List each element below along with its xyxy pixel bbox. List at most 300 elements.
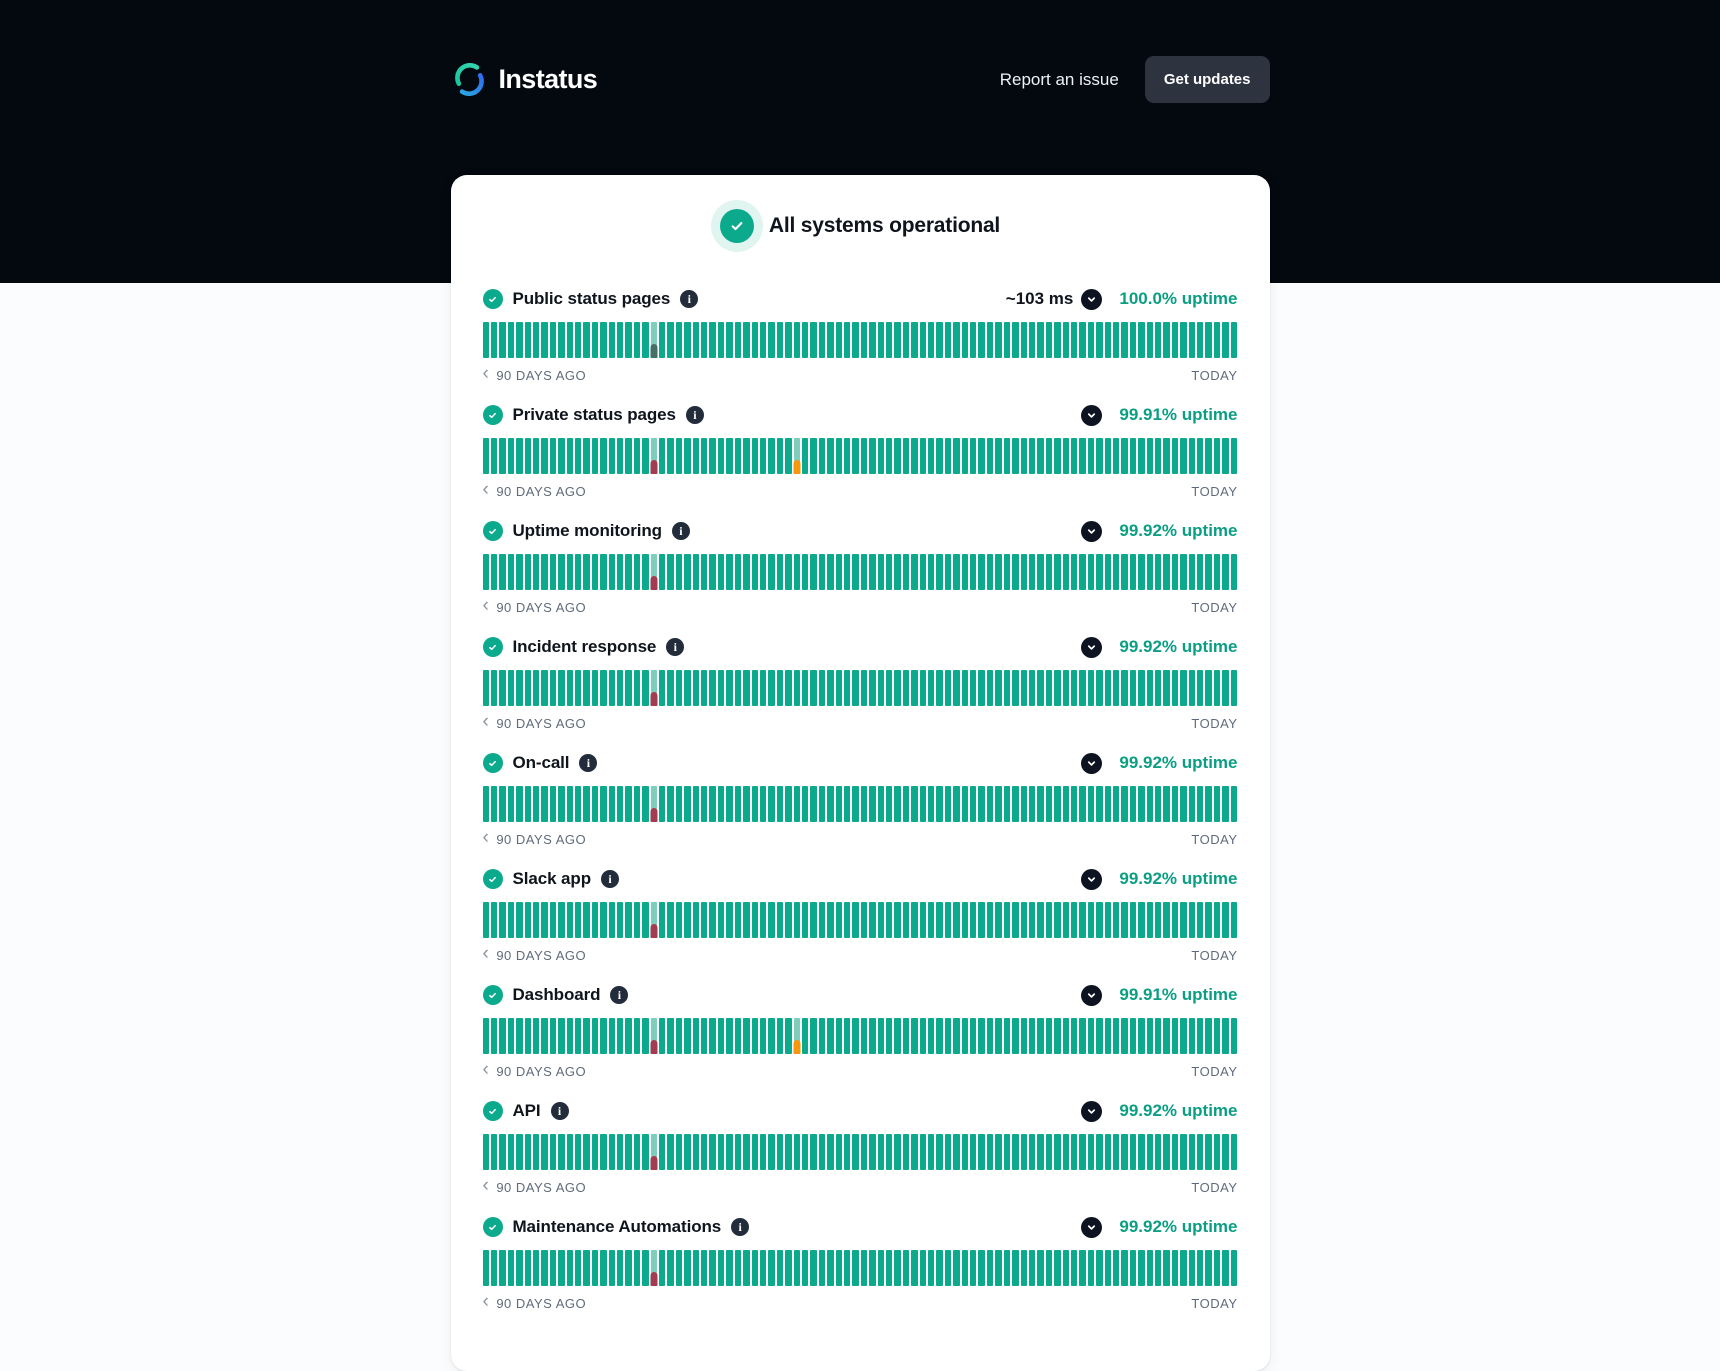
- uptime-bar[interactable]: [844, 670, 850, 706]
- uptime-bar[interactable]: [878, 1250, 884, 1286]
- uptime-bar[interactable]: [920, 322, 926, 358]
- uptime-bar[interactable]: [634, 902, 640, 938]
- uptime-bar[interactable]: [760, 1018, 766, 1054]
- uptime-bar[interactable]: [567, 786, 573, 822]
- uptime-bar[interactable]: [718, 786, 724, 822]
- uptime-bar[interactable]: [802, 670, 808, 706]
- uptime-bar[interactable]: [1214, 554, 1220, 590]
- uptime-bar[interactable]: [836, 670, 842, 706]
- uptime-bar[interactable]: [962, 1018, 968, 1054]
- uptime-bar[interactable]: [827, 1134, 833, 1170]
- uptime-bar[interactable]: [592, 1250, 598, 1286]
- uptime-bar[interactable]: [600, 322, 606, 358]
- uptime-bar[interactable]: [1088, 1018, 1094, 1054]
- uptime-bar[interactable]: [886, 322, 892, 358]
- uptime-bar[interactable]: [743, 1250, 749, 1286]
- uptime-bar[interactable]: [970, 322, 976, 358]
- uptime-bar[interactable]: [625, 554, 631, 590]
- uptime-bar[interactable]: [869, 670, 875, 706]
- uptime-bar[interactable]: [508, 1250, 514, 1286]
- uptime-bar[interactable]: [794, 1018, 800, 1054]
- uptime-bar[interactable]: [1231, 902, 1237, 938]
- uptime-bar[interactable]: [777, 438, 783, 474]
- uptime-bar[interactable]: [1037, 902, 1043, 938]
- uptime-bar[interactable]: [936, 322, 942, 358]
- uptime-bar[interactable]: [760, 1134, 766, 1170]
- response-time-group[interactable]: [1073, 637, 1102, 658]
- uptime-bar[interactable]: [995, 322, 1001, 358]
- uptime-bar[interactable]: [550, 554, 556, 590]
- uptime-bar[interactable]: [852, 1018, 858, 1054]
- uptime-bar[interactable]: [1155, 1250, 1161, 1286]
- uptime-bar[interactable]: [1113, 554, 1119, 590]
- uptime-bar[interactable]: [735, 554, 741, 590]
- uptime-bar[interactable]: [575, 554, 581, 590]
- uptime-bar[interactable]: [1138, 902, 1144, 938]
- uptime-bar[interactable]: [1063, 670, 1069, 706]
- uptime-bar[interactable]: [1004, 1018, 1010, 1054]
- uptime-bar[interactable]: [508, 322, 514, 358]
- uptime-bar[interactable]: [659, 1018, 665, 1054]
- uptime-bar[interactable]: [1105, 786, 1111, 822]
- uptime-bar[interactable]: [802, 1018, 808, 1054]
- uptime-bar[interactable]: [1004, 670, 1010, 706]
- uptime-bar[interactable]: [1063, 1250, 1069, 1286]
- uptime-bar[interactable]: [869, 1250, 875, 1286]
- uptime-bar[interactable]: [743, 786, 749, 822]
- uptime-bar[interactable]: [794, 322, 800, 358]
- uptime-bar[interactable]: [625, 1250, 631, 1286]
- uptime-bar[interactable]: [651, 438, 657, 474]
- uptime-bar[interactable]: [1222, 1018, 1228, 1054]
- uptime-bar[interactable]: [1130, 670, 1136, 706]
- uptime-bar[interactable]: [1004, 554, 1010, 590]
- uptime-bar[interactable]: [1147, 1018, 1153, 1054]
- uptime-bar[interactable]: [878, 1018, 884, 1054]
- uptime-bar[interactable]: [651, 1134, 657, 1170]
- uptime-bar[interactable]: [1231, 1018, 1237, 1054]
- uptime-bar[interactable]: [516, 902, 522, 938]
- uptime-bar[interactable]: [1096, 902, 1102, 938]
- uptime-bar[interactable]: [1138, 554, 1144, 590]
- uptime-bar[interactable]: [1113, 1018, 1119, 1054]
- uptime-bar[interactable]: [726, 1134, 732, 1170]
- uptime-bar[interactable]: [1012, 902, 1018, 938]
- uptime-bar[interactable]: [600, 438, 606, 474]
- uptime-bar[interactable]: [1071, 1018, 1077, 1054]
- uptime-bar[interactable]: [1021, 670, 1027, 706]
- uptime-bar[interactable]: [1071, 670, 1077, 706]
- uptime-bar[interactable]: [920, 438, 926, 474]
- uptime-bar[interactable]: [726, 786, 732, 822]
- uptime-bar[interactable]: [1105, 1250, 1111, 1286]
- uptime-bar[interactable]: [869, 1018, 875, 1054]
- uptime-bar[interactable]: [920, 1134, 926, 1170]
- uptime-bar[interactable]: [491, 1134, 497, 1170]
- uptime-bar[interactable]: [1071, 1134, 1077, 1170]
- uptime-bar[interactable]: [1205, 902, 1211, 938]
- uptime-bar[interactable]: [735, 670, 741, 706]
- uptime-bar[interactable]: [659, 1250, 665, 1286]
- uptime-bar[interactable]: [810, 438, 816, 474]
- uptime-bar[interactable]: [1180, 786, 1186, 822]
- uptime-bar[interactable]: [995, 902, 1001, 938]
- uptime-bar[interactable]: [794, 902, 800, 938]
- uptime-bar[interactable]: [978, 670, 984, 706]
- uptime-bar[interactable]: [541, 1134, 547, 1170]
- uptime-bar[interactable]: [592, 322, 598, 358]
- uptime-bar[interactable]: [735, 1134, 741, 1170]
- uptime-bar[interactable]: [575, 786, 581, 822]
- chevron-left-icon[interactable]: ‹: [482, 1175, 490, 1196]
- uptime-bar[interactable]: [1063, 554, 1069, 590]
- uptime-bar[interactable]: [1231, 322, 1237, 358]
- uptime-bar[interactable]: [861, 438, 867, 474]
- uptime-bar[interactable]: [709, 1134, 715, 1170]
- uptime-bar[interactable]: [1037, 1134, 1043, 1170]
- uptime-bar[interactable]: [1004, 1250, 1010, 1286]
- uptime-bar[interactable]: [726, 554, 732, 590]
- uptime-bar[interactable]: [701, 1134, 707, 1170]
- uptime-bar[interactable]: [1046, 902, 1052, 938]
- uptime-bar[interactable]: [836, 1134, 842, 1170]
- uptime-bar[interactable]: [1012, 438, 1018, 474]
- uptime-bar[interactable]: [1046, 1134, 1052, 1170]
- uptime-bar[interactable]: [1046, 1250, 1052, 1286]
- uptime-bar[interactable]: [852, 902, 858, 938]
- uptime-bar[interactable]: [1189, 1134, 1195, 1170]
- uptime-bar[interactable]: [777, 1134, 783, 1170]
- uptime-bar[interactable]: [1105, 670, 1111, 706]
- uptime-bar[interactable]: [684, 1018, 690, 1054]
- uptime-bar[interactable]: [1071, 902, 1077, 938]
- uptime-bar[interactable]: [693, 902, 699, 938]
- uptime-bar[interactable]: [1197, 670, 1203, 706]
- uptime-bar[interactable]: [844, 554, 850, 590]
- uptime-bar[interactable]: [1197, 1250, 1203, 1286]
- uptime-bar[interactable]: [684, 438, 690, 474]
- uptime-bar[interactable]: [794, 786, 800, 822]
- uptime-bar[interactable]: [525, 902, 531, 938]
- uptime-bar[interactable]: [819, 554, 825, 590]
- uptime-bar[interactable]: [911, 1018, 917, 1054]
- chevron-left-icon[interactable]: ‹: [482, 479, 490, 500]
- uptime-bar[interactable]: [861, 1250, 867, 1286]
- uptime-bar[interactable]: [1029, 902, 1035, 938]
- uptime-bar[interactable]: [869, 554, 875, 590]
- uptime-bar[interactable]: [836, 786, 842, 822]
- uptime-bar[interactable]: [1121, 1250, 1127, 1286]
- uptime-bar[interactable]: [499, 902, 505, 938]
- uptime-bar[interactable]: [1155, 322, 1161, 358]
- uptime-bar[interactable]: [1046, 1018, 1052, 1054]
- uptime-bar[interactable]: [752, 902, 758, 938]
- chevron-down-icon[interactable]: [1081, 521, 1102, 542]
- uptime-bar[interactable]: [1121, 554, 1127, 590]
- uptime-bar[interactable]: [1147, 438, 1153, 474]
- uptime-bar[interactable]: [743, 1134, 749, 1170]
- uptime-bar[interactable]: [1130, 554, 1136, 590]
- info-icon[interactable]: i: [686, 406, 704, 424]
- uptime-bar[interactable]: [642, 902, 648, 938]
- uptime-bar[interactable]: [1121, 322, 1127, 358]
- uptime-bar[interactable]: [726, 670, 732, 706]
- uptime-bar[interactable]: [1172, 786, 1178, 822]
- chevron-left-icon[interactable]: ‹: [482, 1291, 490, 1312]
- uptime-bar[interactable]: [617, 902, 623, 938]
- uptime-bar[interactable]: [726, 1250, 732, 1286]
- uptime-bar[interactable]: [1130, 1134, 1136, 1170]
- uptime-bar[interactable]: [1012, 554, 1018, 590]
- uptime-bar[interactable]: [1029, 670, 1035, 706]
- uptime-bar[interactable]: [651, 902, 657, 938]
- uptime-bar[interactable]: [1096, 670, 1102, 706]
- uptime-bar[interactable]: [1180, 438, 1186, 474]
- uptime-bar[interactable]: [777, 1018, 783, 1054]
- uptime-bar[interactable]: [810, 322, 816, 358]
- uptime-bar[interactable]: [575, 1134, 581, 1170]
- uptime-bar[interactable]: [1021, 322, 1027, 358]
- uptime-bar[interactable]: [642, 670, 648, 706]
- uptime-bar[interactable]: [499, 1134, 505, 1170]
- uptime-bar[interactable]: [827, 786, 833, 822]
- uptime-bar[interactable]: [483, 902, 489, 938]
- uptime-bar[interactable]: [777, 902, 783, 938]
- uptime-bar[interactable]: [575, 670, 581, 706]
- uptime-bar[interactable]: [1172, 1134, 1178, 1170]
- uptime-bar[interactable]: [869, 902, 875, 938]
- uptime-bar[interactable]: [894, 1134, 900, 1170]
- uptime-bar[interactable]: [1163, 554, 1169, 590]
- uptime-bar[interactable]: [962, 670, 968, 706]
- uptime-bar[interactable]: [1197, 322, 1203, 358]
- uptime-bar[interactable]: [1113, 1250, 1119, 1286]
- uptime-bar[interactable]: [1205, 1134, 1211, 1170]
- uptime-bar[interactable]: [634, 1018, 640, 1054]
- uptime-bar[interactable]: [1172, 670, 1178, 706]
- uptime-bar[interactable]: [894, 322, 900, 358]
- response-time-group[interactable]: [1073, 405, 1102, 426]
- uptime-bar[interactable]: [1029, 1018, 1035, 1054]
- uptime-bar[interactable]: [827, 438, 833, 474]
- uptime-bar[interactable]: [903, 322, 909, 358]
- uptime-bar[interactable]: [936, 1250, 942, 1286]
- uptime-bar[interactable]: [667, 1018, 673, 1054]
- uptime-bar[interactable]: [667, 1250, 673, 1286]
- uptime-bar[interactable]: [609, 1018, 615, 1054]
- uptime-bar[interactable]: [525, 322, 531, 358]
- uptime-bar[interactable]: [995, 1134, 1001, 1170]
- uptime-bar[interactable]: [1222, 670, 1228, 706]
- uptime-bar[interactable]: [709, 1018, 715, 1054]
- uptime-bar[interactable]: [718, 1018, 724, 1054]
- uptime-bar[interactable]: [953, 1250, 959, 1286]
- uptime-bar[interactable]: [768, 322, 774, 358]
- uptime-bar[interactable]: [1079, 670, 1085, 706]
- uptime-bar[interactable]: [625, 902, 631, 938]
- uptime-bar[interactable]: [533, 1018, 539, 1054]
- uptime-bar[interactable]: [945, 1134, 951, 1170]
- uptime-bar[interactable]: [970, 438, 976, 474]
- uptime-bar[interactable]: [819, 1250, 825, 1286]
- uptime-bar[interactable]: [978, 1018, 984, 1054]
- uptime-bar[interactable]: [928, 786, 934, 822]
- uptime-bar[interactable]: [1063, 1134, 1069, 1170]
- uptime-bar[interactable]: [794, 1250, 800, 1286]
- uptime-bar[interactable]: [1079, 438, 1085, 474]
- uptime-bar[interactable]: [575, 1250, 581, 1286]
- uptime-bar[interactable]: [1172, 554, 1178, 590]
- uptime-bar[interactable]: [1163, 1134, 1169, 1170]
- uptime-bar[interactable]: [844, 1250, 850, 1286]
- uptime-bar[interactable]: [1180, 322, 1186, 358]
- uptime-bar[interactable]: [659, 322, 665, 358]
- uptime-bar[interactable]: [953, 670, 959, 706]
- uptime-bar[interactable]: [516, 554, 522, 590]
- uptime-bar[interactable]: [718, 438, 724, 474]
- uptime-bar[interactable]: [1214, 438, 1220, 474]
- uptime-bar[interactable]: [499, 670, 505, 706]
- uptime-bar[interactable]: [978, 322, 984, 358]
- uptime-bar[interactable]: [743, 554, 749, 590]
- uptime-bar[interactable]: [651, 554, 657, 590]
- uptime-bar[interactable]: [1189, 902, 1195, 938]
- chevron-down-icon[interactable]: [1081, 637, 1102, 658]
- uptime-bar[interactable]: [760, 438, 766, 474]
- uptime-bar[interactable]: [558, 1018, 564, 1054]
- uptime-bar[interactable]: [852, 438, 858, 474]
- uptime-bar[interactable]: [1231, 786, 1237, 822]
- uptime-bar[interactable]: [726, 902, 732, 938]
- uptime-bar[interactable]: [962, 438, 968, 474]
- uptime-bar[interactable]: [945, 1018, 951, 1054]
- response-time-group[interactable]: [1073, 869, 1102, 890]
- uptime-bar[interactable]: [852, 1250, 858, 1286]
- uptime-bar[interactable]: [701, 554, 707, 590]
- uptime-bar[interactable]: [1054, 1018, 1060, 1054]
- uptime-bar[interactable]: [533, 786, 539, 822]
- uptime-bar[interactable]: [508, 786, 514, 822]
- uptime-bar[interactable]: [852, 1134, 858, 1170]
- uptime-bar[interactable]: [625, 322, 631, 358]
- response-time-group[interactable]: [1006, 289, 1103, 310]
- uptime-bar[interactable]: [1037, 322, 1043, 358]
- uptime-bar[interactable]: [1214, 322, 1220, 358]
- uptime-bar[interactable]: [567, 438, 573, 474]
- uptime-bar[interactable]: [836, 554, 842, 590]
- uptime-bar[interactable]: [525, 1018, 531, 1054]
- uptime-bar[interactable]: [600, 1134, 606, 1170]
- uptime-bar[interactable]: [1071, 322, 1077, 358]
- uptime-bar[interactable]: [953, 438, 959, 474]
- uptime-bar[interactable]: [861, 786, 867, 822]
- uptime-bar[interactable]: [516, 1018, 522, 1054]
- uptime-bar[interactable]: [491, 322, 497, 358]
- uptime-bar[interactable]: [802, 438, 808, 474]
- uptime-bar[interactable]: [777, 1250, 783, 1286]
- uptime-bar[interactable]: [1214, 1250, 1220, 1286]
- uptime-bar[interactable]: [962, 902, 968, 938]
- uptime-bar[interactable]: [752, 1134, 758, 1170]
- uptime-bar[interactable]: [827, 322, 833, 358]
- uptime-bar[interactable]: [810, 554, 816, 590]
- uptime-bar[interactable]: [1189, 322, 1195, 358]
- uptime-bar[interactable]: [936, 902, 942, 938]
- uptime-bar[interactable]: [525, 1134, 531, 1170]
- uptime-bar[interactable]: [995, 670, 1001, 706]
- uptime-bar[interactable]: [794, 1134, 800, 1170]
- uptime-bar[interactable]: [1046, 438, 1052, 474]
- uptime-bar[interactable]: [693, 554, 699, 590]
- brand-logo[interactable]: [451, 61, 598, 98]
- uptime-bar[interactable]: [1121, 786, 1127, 822]
- uptime-bar[interactable]: [970, 902, 976, 938]
- uptime-bar[interactable]: [1147, 902, 1153, 938]
- uptime-bar[interactable]: [1021, 786, 1027, 822]
- uptime-bar[interactable]: [936, 1134, 942, 1170]
- uptime-bar[interactable]: [1088, 786, 1094, 822]
- uptime-bar[interactable]: [1071, 786, 1077, 822]
- uptime-bar[interactable]: [516, 1134, 522, 1170]
- uptime-bar[interactable]: [886, 786, 892, 822]
- uptime-bar[interactable]: [995, 554, 1001, 590]
- uptime-bar[interactable]: [609, 438, 615, 474]
- uptime-bar[interactable]: [642, 322, 648, 358]
- uptime-bar[interactable]: [903, 1018, 909, 1054]
- uptime-bar[interactable]: [1197, 902, 1203, 938]
- uptime-bar[interactable]: [1037, 554, 1043, 590]
- uptime-bar[interactable]: [718, 1134, 724, 1170]
- uptime-bar[interactable]: [592, 670, 598, 706]
- uptime-bar[interactable]: [752, 438, 758, 474]
- uptime-bar[interactable]: [642, 1018, 648, 1054]
- uptime-bar[interactable]: [583, 554, 589, 590]
- uptime-bar[interactable]: [550, 670, 556, 706]
- uptime-bar[interactable]: [903, 902, 909, 938]
- uptime-bar[interactable]: [987, 554, 993, 590]
- uptime-bar[interactable]: [709, 438, 715, 474]
- uptime-bar[interactable]: [709, 786, 715, 822]
- uptime-bar[interactable]: [483, 786, 489, 822]
- chevron-left-icon[interactable]: ‹: [482, 711, 490, 732]
- uptime-bar[interactable]: [718, 902, 724, 938]
- uptime-bar[interactable]: [810, 1134, 816, 1170]
- uptime-bar[interactable]: [592, 438, 598, 474]
- uptime-bar[interactable]: [533, 670, 539, 706]
- uptime-bar[interactable]: [987, 322, 993, 358]
- uptime-bar[interactable]: [550, 1134, 556, 1170]
- uptime-bar[interactable]: [701, 322, 707, 358]
- uptime-bar[interactable]: [600, 554, 606, 590]
- uptime-bar[interactable]: [995, 786, 1001, 822]
- uptime-bar[interactable]: [625, 1018, 631, 1054]
- uptime-bar[interactable]: [962, 554, 968, 590]
- uptime-bar[interactable]: [1054, 322, 1060, 358]
- uptime-bar[interactable]: [541, 554, 547, 590]
- uptime-bar[interactable]: [617, 438, 623, 474]
- uptime-bar[interactable]: [827, 670, 833, 706]
- uptime-bar[interactable]: [852, 554, 858, 590]
- uptime-bar[interactable]: [1096, 322, 1102, 358]
- uptime-bar[interactable]: [1037, 670, 1043, 706]
- uptime-bar[interactable]: [1029, 554, 1035, 590]
- uptime-bar[interactable]: [903, 554, 909, 590]
- uptime-bar[interactable]: [1197, 1018, 1203, 1054]
- uptime-bar[interactable]: [894, 438, 900, 474]
- uptime-bar[interactable]: [987, 786, 993, 822]
- uptime-bar[interactable]: [651, 1250, 657, 1286]
- uptime-bar[interactable]: [709, 1250, 715, 1286]
